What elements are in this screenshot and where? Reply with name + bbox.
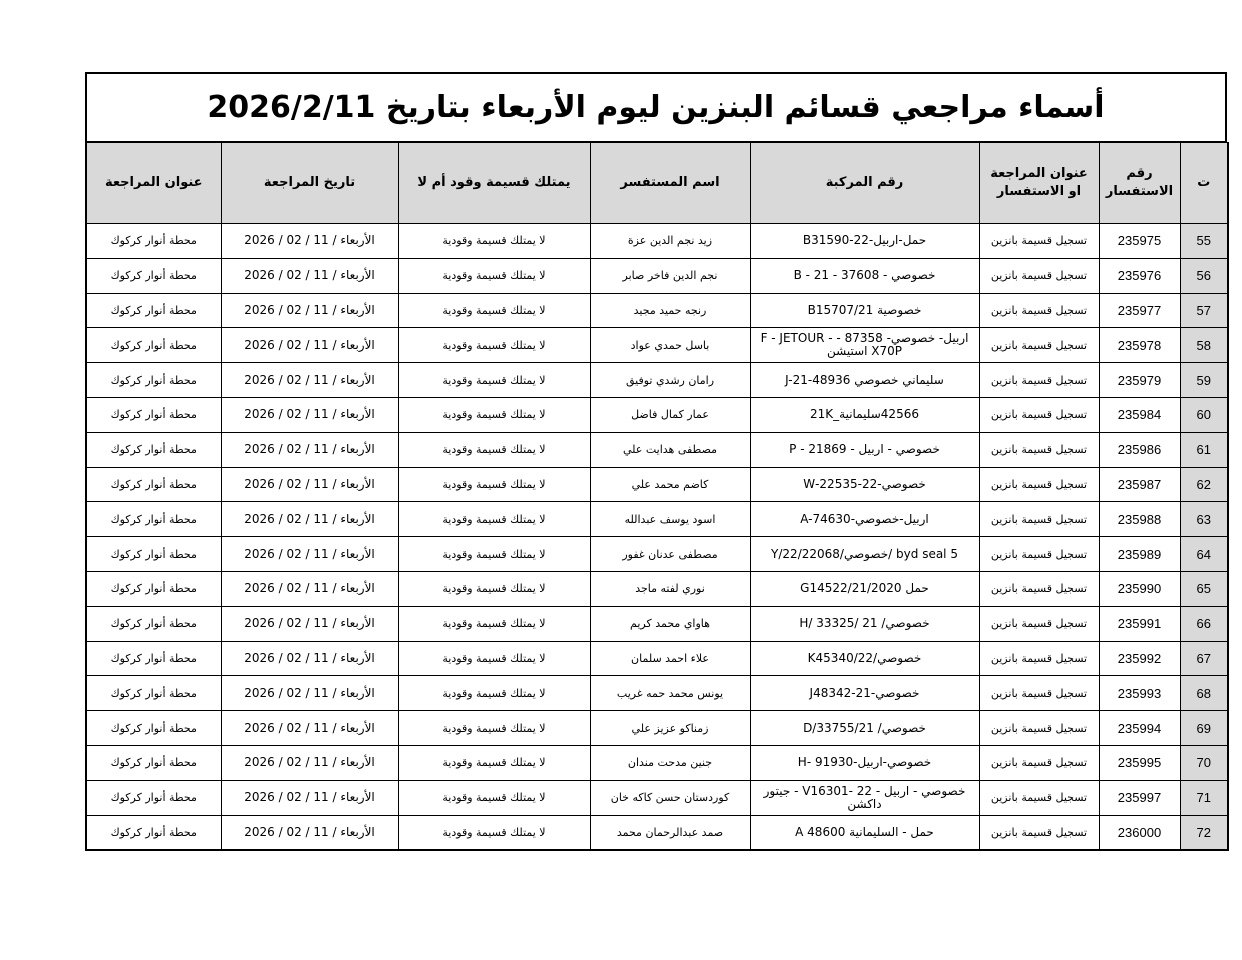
cell-seq: 61 [1180,432,1228,467]
cell-review-address: محطة أنوار كركوك [86,467,221,502]
cell-review-date: الأربعاء / 11 / 02 / 2026 [221,293,398,328]
title-box [85,72,1227,142]
cell-has-coupon: لا يمتلك قسيمة وقودية [398,258,590,293]
cell-has-coupon: لا يمتلك قسيمة وقودية [398,676,590,711]
table-row [86,467,1228,502]
cell-inquiry-no: 235995 [1099,745,1180,780]
cell-name: يونس محمد حمه غريب [590,676,750,711]
table-row [86,711,1228,746]
cell-review-date: الأربعاء / 11 / 02 / 2026 [221,258,398,293]
cell-vehicle-no: خصوصية B15707/21 [750,293,979,328]
cell-review-address: محطة أنوار كركوك [86,780,221,815]
cell-inquiry-type: تسجيل قسيمة بانزين [979,467,1099,502]
cell-inquiry-no: 235976 [1099,258,1180,293]
cell-name: رامان رشدي توفيق [590,363,750,398]
cell-review-date: الأربعاء / 11 / 02 / 2026 [221,224,398,259]
cell-seq: 72 [1180,815,1228,850]
cell-seq: 62 [1180,467,1228,502]
table-row [86,641,1228,676]
cell-inquiry-type: تسجيل قسيمة بانزين [979,641,1099,676]
cell-vehicle-no: خصوصي - 37608 - 21 - B [750,258,979,293]
cell-inquiry-no: 235984 [1099,397,1180,432]
cell-name: صمد عبدالرحمان محمد [590,815,750,850]
cell-vehicle-no: خصوصي/ 21/D/33755 [750,711,979,746]
cell-name: نوري لفته ماجد [590,571,750,606]
table-row [86,224,1228,259]
table-row [86,258,1228,293]
table-body [86,224,1228,851]
cell-name: عمار كمال فاضل [590,397,750,432]
cell-seq: 63 [1180,502,1228,537]
cell-has-coupon: لا يمتلك قسيمة وقودية [398,711,590,746]
cell-inquiry-type: تسجيل قسيمة بانزين [979,815,1099,850]
cell-vehicle-no: حمل-اربيل-22-B31590 [750,224,979,259]
document-sheet [85,72,1227,851]
reviewers-table [85,142,1229,851]
cell-seq: 67 [1180,641,1228,676]
cell-inquiry-type: تسجيل قسيمة بانزين [979,711,1099,746]
cell-has-coupon: لا يمتلك قسيمة وقودية [398,502,590,537]
cell-vehicle-no: 42566سليمانية_21K [750,397,979,432]
cell-seq: 65 [1180,571,1228,606]
cell-review-date: الأربعاء / 11 / 02 / 2026 [221,571,398,606]
cell-inquiry-no: 235989 [1099,537,1180,572]
cell-inquiry-type: تسجيل قسيمة بانزين [979,745,1099,780]
cell-review-address: محطة أنوار كركوك [86,363,221,398]
page-title: أسماء مراجعي قسائم البنزين ليوم الأربعاء بتاريخ 2026/2/11 [207,90,1105,125]
cell-seq: 69 [1180,711,1228,746]
cell-has-coupon: لا يمتلك قسيمة وقودية [398,432,590,467]
table-row [86,606,1228,641]
cell-has-coupon: لا يمتلك قسيمة وقودية [398,467,590,502]
cell-vehicle-no: حمل G14522/21/2020 [750,571,979,606]
cell-has-coupon: لا يمتلك قسيمة وقودية [398,780,590,815]
header-vehicle-no: رقم المركبة [750,143,979,224]
cell-review-address: محطة أنوار كركوك [86,745,221,780]
cell-inquiry-no: 235991 [1099,606,1180,641]
cell-has-coupon: لا يمتلك قسيمة وقودية [398,745,590,780]
cell-inquiry-no: 235997 [1099,780,1180,815]
header-review-date: تاريخ المراجعة [221,143,398,224]
cell-inquiry-type: تسجيل قسيمة بانزين [979,432,1099,467]
header-row [86,143,1228,224]
cell-vehicle-no: خصوصي-21-J48342 [750,676,979,711]
cell-review-date: الأربعاء / 11 / 02 / 2026 [221,397,398,432]
cell-name: علاء احمد سلمان [590,641,750,676]
cell-review-date: الأربعاء / 11 / 02 / 2026 [221,745,398,780]
table-row [86,397,1228,432]
cell-review-date: الأربعاء / 11 / 02 / 2026 [221,432,398,467]
cell-vehicle-no: خصوصي/ 21 /H/ 33325 [750,606,979,641]
cell-inquiry-no: 235994 [1099,711,1180,746]
cell-vehicle-no: حمل - السليمانية 48600 A [750,815,979,850]
cell-name: مصطفى عدنان غفور [590,537,750,572]
cell-name: هاواي محمد كريم [590,606,750,641]
header-seq: ت [1180,143,1228,224]
cell-review-address: محطة أنوار كركوك [86,328,221,363]
cell-name: رنجه حميد مجيد [590,293,750,328]
cell-vehicle-no: خصوصي-22-22535-W [750,467,979,502]
cell-inquiry-type: تسجيل قسيمة بانزين [979,780,1099,815]
cell-vehicle-no: خصوصي/22/K45340 [750,641,979,676]
cell-inquiry-no: 235978 [1099,328,1180,363]
cell-seq: 66 [1180,606,1228,641]
cell-review-address: محطة أنوار كركوك [86,224,221,259]
cell-has-coupon: لا يمتلك قسيمة وقودية [398,224,590,259]
cell-inquiry-no: 235993 [1099,676,1180,711]
cell-name: زمناكو عزيز علي [590,711,750,746]
cell-inquiry-type: تسجيل قسيمة بانزين [979,537,1099,572]
table-row [86,571,1228,606]
cell-seq: 57 [1180,293,1228,328]
cell-seq: 58 [1180,328,1228,363]
cell-seq: 56 [1180,258,1228,293]
cell-inquiry-no: 235992 [1099,641,1180,676]
cell-has-coupon: لا يمتلك قسيمة وقودية [398,293,590,328]
cell-review-date: الأربعاء / 11 / 02 / 2026 [221,676,398,711]
table-row [86,780,1228,815]
cell-review-address: محطة أنوار كركوك [86,502,221,537]
cell-review-address: محطة أنوار كركوك [86,815,221,850]
table-row [86,328,1228,363]
cell-review-date: الأربعاء / 11 / 02 / 2026 [221,815,398,850]
cell-review-date: الأربعاء / 11 / 02 / 2026 [221,711,398,746]
cell-inquiry-type: تسجيل قسيمة بانزين [979,258,1099,293]
cell-has-coupon: لا يمتلك قسيمة وقودية [398,397,590,432]
table-row [86,502,1228,537]
cell-review-address: محطة أنوار كركوك [86,676,221,711]
cell-review-date: الأربعاء / 11 / 02 / 2026 [221,467,398,502]
cell-review-address: محطة أنوار كركوك [86,537,221,572]
cell-vehicle-no: اربيل-خصوصي-A-74630 [750,502,979,537]
cell-inquiry-type: تسجيل قسيمة بانزين [979,571,1099,606]
cell-review-date: الأربعاء / 11 / 02 / 2026 [221,606,398,641]
cell-review-address: محطة أنوار كركوك [86,641,221,676]
cell-inquiry-type: تسجيل قسيمة بانزين [979,293,1099,328]
header-address-or-inquiry: عنوان المراجعة او الاستفسار [979,143,1099,224]
cell-vehicle-no: byd seal 5 /خصوصي/22068/Y/22 [750,537,979,572]
cell-inquiry-no: 235975 [1099,224,1180,259]
cell-seq: 71 [1180,780,1228,815]
cell-seq: 60 [1180,397,1228,432]
table-row [86,815,1228,850]
cell-seq: 55 [1180,224,1228,259]
table-row [86,293,1228,328]
cell-has-coupon: لا يمتلك قسيمة وقودية [398,328,590,363]
cell-vehicle-no: خصوصي - اربيل - 21869 - P [750,432,979,467]
cell-name: كاضم محمد علي [590,467,750,502]
cell-review-address: محطة أنوار كركوك [86,397,221,432]
cell-has-coupon: لا يمتلك قسيمة وقودية [398,815,590,850]
cell-vehicle-no: خصوصي - اربيل - 22 -V16301 - جيتور داكشن [750,780,979,815]
cell-has-coupon: لا يمتلك قسيمة وقودية [398,606,590,641]
cell-review-address: محطة أنوار كركوك [86,432,221,467]
table-row [86,363,1228,398]
cell-review-date: الأربعاء / 11 / 02 / 2026 [221,641,398,676]
cell-vehicle-no: سليماني خصوصي 48936-J-21 [750,363,979,398]
cell-seq: 70 [1180,745,1228,780]
cell-inquiry-type: تسجيل قسيمة بانزين [979,676,1099,711]
cell-inquiry-no: 235977 [1099,293,1180,328]
cell-name: اسود يوسف عبدالله [590,502,750,537]
cell-review-address: محطة أنوار كركوك [86,258,221,293]
header-name: اسم المستفسر [590,143,750,224]
cell-name: مصطفى هدايت علي [590,432,750,467]
cell-inquiry-type: تسجيل قسيمة بانزين [979,224,1099,259]
cell-seq: 64 [1180,537,1228,572]
cell-review-address: محطة أنوار كركوك [86,293,221,328]
table-row [86,537,1228,572]
cell-inquiry-no: 235986 [1099,432,1180,467]
cell-vehicle-no: اربيل- خصوصي- 87358 - F - JETOUR -X70P استيشن [750,328,979,363]
cell-name: كوردستان حسن كاكه خان [590,780,750,815]
cell-inquiry-type: تسجيل قسيمة بانزين [979,502,1099,537]
cell-inquiry-no: 235990 [1099,571,1180,606]
header-has-coupon: يمتلك قسيمة وقود أم لا [398,143,590,224]
cell-has-coupon: لا يمتلك قسيمة وقودية [398,537,590,572]
table-row [86,432,1228,467]
cell-inquiry-no: 235979 [1099,363,1180,398]
cell-inquiry-no: 236000 [1099,815,1180,850]
cell-has-coupon: لا يمتلك قسيمة وقودية [398,641,590,676]
table-row [86,676,1228,711]
cell-has-coupon: لا يمتلك قسيمة وقودية [398,571,590,606]
header-review-address: عنوان المراجعة [86,143,221,224]
cell-inquiry-type: تسجيل قسيمة بانزين [979,606,1099,641]
cell-inquiry-type: تسجيل قسيمة بانزين [979,397,1099,432]
cell-vehicle-no: خصوصي-اربيل-91930 -H [750,745,979,780]
cell-name: جنين مدحت مندان [590,745,750,780]
cell-name: نجم الدين فاخر صابر [590,258,750,293]
table-row [86,745,1228,780]
cell-review-date: الأربعاء / 11 / 02 / 2026 [221,363,398,398]
cell-inquiry-type: تسجيل قسيمة بانزين [979,328,1099,363]
cell-has-coupon: لا يمتلك قسيمة وقودية [398,363,590,398]
cell-review-date: الأربعاء / 11 / 02 / 2026 [221,780,398,815]
cell-review-date: الأربعاء / 11 / 02 / 2026 [221,502,398,537]
cell-seq: 59 [1180,363,1228,398]
cell-review-address: محطة أنوار كركوك [86,606,221,641]
cell-inquiry-no: 235987 [1099,467,1180,502]
cell-review-address: محطة أنوار كركوك [86,571,221,606]
cell-seq: 68 [1180,676,1228,711]
cell-name: زيد نجم الدين عزة [590,224,750,259]
cell-name: باسل حمدي عواد [590,328,750,363]
cell-review-address: محطة أنوار كركوك [86,711,221,746]
cell-review-date: الأربعاء / 11 / 02 / 2026 [221,328,398,363]
cell-review-date: الأربعاء / 11 / 02 / 2026 [221,537,398,572]
cell-inquiry-no: 235988 [1099,502,1180,537]
cell-inquiry-type: تسجيل قسيمة بانزين [979,363,1099,398]
header-inquiry-no: رقم الاستفسار [1099,143,1180,224]
